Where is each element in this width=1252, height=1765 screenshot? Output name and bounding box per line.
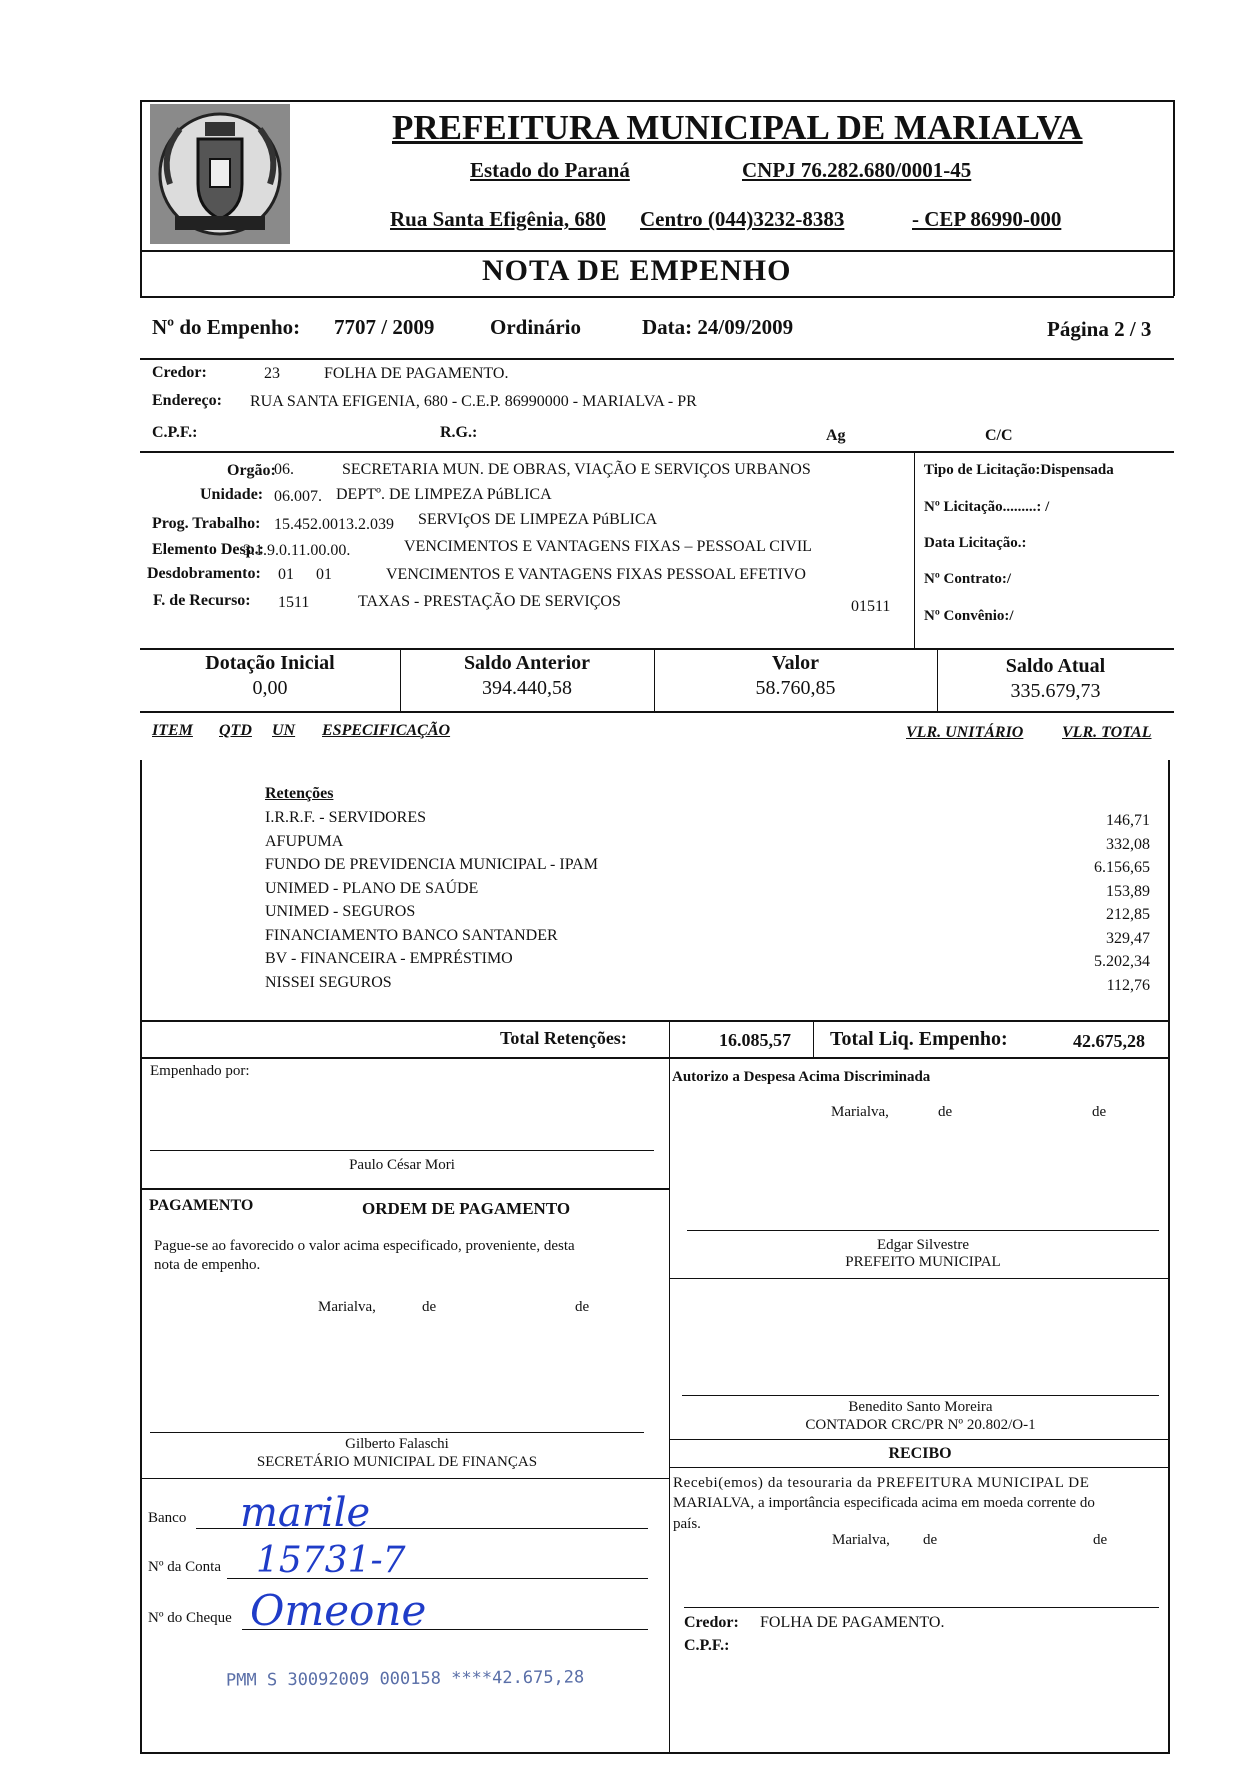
empenhado-por-nome: Paulo César Mori xyxy=(349,1157,455,1173)
recibo-de-1: de xyxy=(923,1532,938,1548)
pagamento-de-1: de xyxy=(422,1299,437,1315)
retencoes-title: Retenções xyxy=(265,785,334,802)
recibo-line1: Recebi(emos) da tesouraria da PREFEITURA MUNICIPAL DE xyxy=(673,1475,1090,1491)
recibo-cpf-label: C.P.F.: xyxy=(684,1637,730,1654)
secretario-cargo: SECRETÁRIO MUNICIPAL DE FINANÇAS xyxy=(256,1454,538,1470)
recurso-name: TAXAS - PRESTAÇÃO DE SERVIÇOS xyxy=(358,593,621,610)
banco-label: Banco xyxy=(148,1510,187,1526)
retencao-name: FUNDO DE PREVIDENCIA MUNICIPAL - IPAM xyxy=(265,856,598,873)
cc-label: C/C xyxy=(985,427,1013,444)
address-label: Rua Santa Efigênia, 680 xyxy=(390,207,606,231)
recurso-label: F. de Recurso: xyxy=(153,592,251,609)
empenho-type: Ordinário xyxy=(490,315,582,339)
retencao-name: I.R.R.F. - SERVIDORES xyxy=(265,809,427,826)
col-vlr-unitario-header: VLR. UNITÁRIO xyxy=(906,724,1024,741)
retencao-value: 6.156,65 xyxy=(1094,859,1150,876)
recibo-credor-label: Credor: xyxy=(684,1614,739,1631)
elemento-code: 3.1.9.0.11.00.00. xyxy=(243,542,351,559)
licitacao-tipo: Tipo de Licitação:Dispensada xyxy=(924,462,1114,478)
empenho-number-label: Nº do Empenho: xyxy=(152,315,301,339)
prefeito-cargo: PREFEITO MUNICIPAL xyxy=(845,1254,1001,1270)
orgao-label: Orgão: xyxy=(227,462,276,479)
cep-label: - CEP 86990-000 xyxy=(912,207,1062,231)
empenho-date: Data: 24/09/2009 xyxy=(642,315,794,339)
credor-name: FOLHA DE PAGAMENTO. xyxy=(324,365,509,382)
desdobramento-name: VENCIMENTOS E VANTAGENS FIXAS PESSOAL EFETIVO xyxy=(386,566,806,583)
cnpj-label: CNPJ 76.282.680/0001-45 xyxy=(742,158,972,182)
pague-se-line2: nota de empenho. xyxy=(154,1257,261,1273)
total-liquido-label: Total Liq. Empenho: xyxy=(830,1028,1008,1050)
recibo-de-2: de xyxy=(1093,1532,1108,1548)
orgao-code: 06. xyxy=(274,461,294,478)
page-title: PREFEITURA MUNICIPAL DE MARIALVA xyxy=(392,108,1083,147)
ag-label: Ag xyxy=(826,427,846,444)
col-un-header: UN xyxy=(272,722,296,739)
secretario-nome: Gilberto Falaschi xyxy=(345,1436,449,1452)
unidade-code: 06.007. xyxy=(274,488,322,505)
banco-handwritten: marile xyxy=(240,1490,371,1536)
retencao-name: UNIMED - SEGUROS xyxy=(265,903,416,920)
recibo-line2: MARIALVA, a importância especificada acima em moeda corrente do xyxy=(673,1495,1095,1511)
elemento-name: VENCIMENTOS E VANTAGENS FIXAS – PESSOAL CIVIL xyxy=(404,538,812,555)
pagamento-label: PAGAMENTO xyxy=(149,1197,254,1214)
credor-label: Credor: xyxy=(152,364,207,381)
recibo-line3: país. xyxy=(673,1516,701,1532)
empenhado-por-label: Empenhado por: xyxy=(150,1063,250,1079)
credor-address: RUA SANTA EFIGENIA, 680 - C.E.P. 86990000 - MARIALVA - PR xyxy=(250,393,697,410)
unidade-label: Unidade: xyxy=(200,486,264,503)
retencao-value: 112,76 xyxy=(1106,976,1150,994)
contador-cargo: CONTADOR CRC/PR Nº 20.802/O-1 xyxy=(805,1417,1036,1433)
desdobramento-code-a: 01 xyxy=(278,566,294,583)
ordem-pagamento-label: ORDEM DE PAGAMENTO xyxy=(362,1199,571,1218)
total-liquido-value: 42.675,28 xyxy=(1073,1031,1145,1051)
retencao-name: FINANCIAMENTO BANCO SANTANDER xyxy=(265,926,558,944)
address-field-label: Endereço: xyxy=(152,392,222,409)
retencao-name: AFUPUMA xyxy=(265,832,344,850)
total-retencoes-label: Total Retenções: xyxy=(500,1028,627,1048)
licitacao-numero: Nº Licitação.........: / xyxy=(924,499,1050,515)
recibo-title: RECIBO xyxy=(888,1445,952,1462)
retencao-value: 153,89 xyxy=(1106,882,1150,900)
autorizo-marialva: Marialva, xyxy=(831,1104,889,1120)
orgao-name: SECRETARIA MUN. DE OBRAS, VIAÇÃO E SERVIÇOS URBANOS xyxy=(342,461,811,478)
retencao-name: BV - FINANCEIRA - EMPRÉSTIMO xyxy=(265,950,513,967)
prog-code: 15.452.0013.2.039 xyxy=(274,516,394,533)
retencao-value: 332,08 xyxy=(1106,835,1150,853)
saldo-anterior-label: Saldo Anterior xyxy=(463,652,591,674)
saldo-anterior-value: 394.440,58 xyxy=(482,677,572,699)
col-vlr-total-header: VLR. TOTAL xyxy=(1062,724,1152,741)
recibo-credor-nome: FOLHA DE PAGAMENTO. xyxy=(760,1614,945,1631)
pague-se-line1: Pague-se ao favorecido o valor acima especificado, proveniente, desta xyxy=(154,1238,575,1254)
autorizo-de-2: de xyxy=(1092,1104,1107,1120)
total-retencoes-value: 16.085,57 xyxy=(719,1030,791,1050)
col-especificacao-header: ESPECIFICAÇÃO xyxy=(322,722,451,739)
recibo-marialva: Marialva, xyxy=(832,1532,890,1548)
conta-label: Nº da Conta xyxy=(148,1559,221,1575)
prog-name: SERVIçOS DE LIMPEZA PúBLICA xyxy=(418,511,658,528)
pagamento-de-2: de xyxy=(575,1299,590,1315)
cheque-handwritten: Omeone xyxy=(250,1586,427,1635)
desdobramento-code-b: 01 xyxy=(316,566,332,583)
page-number: Página 2 / 3 xyxy=(1047,317,1152,341)
municipal-crest-logo xyxy=(150,104,290,244)
convenio-numero: Nº Convênio:/ xyxy=(924,608,1014,624)
credor-code: 23 xyxy=(264,365,280,382)
dotacao-label: Dotação Inicial xyxy=(205,652,335,674)
autorizo-de-1: de xyxy=(938,1104,953,1120)
saldo-atual-value: 335.679,73 xyxy=(1010,680,1101,702)
retencao-name: UNIMED - PLANO DE SAÚDE xyxy=(265,879,479,897)
valor-value: 58.760,85 xyxy=(755,677,836,699)
prefeito-nome: Edgar Silvestre xyxy=(876,1237,970,1253)
retencao-name: NISSEI SEGUROS xyxy=(265,973,392,991)
retencao-value: 329,47 xyxy=(1106,929,1150,947)
col-item-header: ITEM xyxy=(152,722,193,739)
document-title: NOTA DE EMPENHO xyxy=(482,254,792,287)
unidade-name: DEPTº. DE LIMPEZA PúBLICA xyxy=(336,486,552,503)
col-qtd-header: QTD xyxy=(219,722,252,739)
contrato-numero: Nº Contrato:/ xyxy=(924,571,1012,587)
cpf-label: C.P.F.: xyxy=(152,424,198,441)
conta-handwritten: 15731-7 xyxy=(256,1540,406,1581)
cheque-label: Nº do Cheque xyxy=(148,1610,232,1626)
rg-label: R.G.: xyxy=(440,424,478,441)
mechanical-stamp: PMM S 30092009 000158 ****42.675,28 xyxy=(225,1667,585,1691)
empenho-number: 7707 / 2009 xyxy=(334,315,435,339)
retencao-value: 146,71 xyxy=(1106,812,1150,829)
valor-label: Valor xyxy=(771,652,820,674)
state-label: Estado do Paraná xyxy=(470,158,630,182)
autorizo-label: Autorizo a Despesa Acima Discriminada xyxy=(672,1069,931,1085)
retencao-value: 212,85 xyxy=(1106,906,1150,923)
saldo-atual-label: Saldo Atual xyxy=(1005,655,1106,677)
desdobramento-label: Desdobramento: xyxy=(147,565,261,582)
prog-label: Prog. Trabalho: xyxy=(152,515,261,532)
pagamento-marialva: Marialva, xyxy=(318,1299,376,1315)
recurso-code: 1511 xyxy=(278,594,310,611)
retencao-value: 5.202,34 xyxy=(1094,953,1150,970)
elemento-label: Elemento Desp.: xyxy=(152,541,264,558)
licitacao-data: Data Licitação.: xyxy=(924,535,1027,551)
contador-nome: Benedito Santo Moreira xyxy=(848,1399,993,1415)
dotacao-value: 0,00 xyxy=(252,677,288,699)
district-phone-label: Centro (044)3232-8383 xyxy=(640,207,845,231)
recurso-code-2: 01511 xyxy=(851,598,891,615)
